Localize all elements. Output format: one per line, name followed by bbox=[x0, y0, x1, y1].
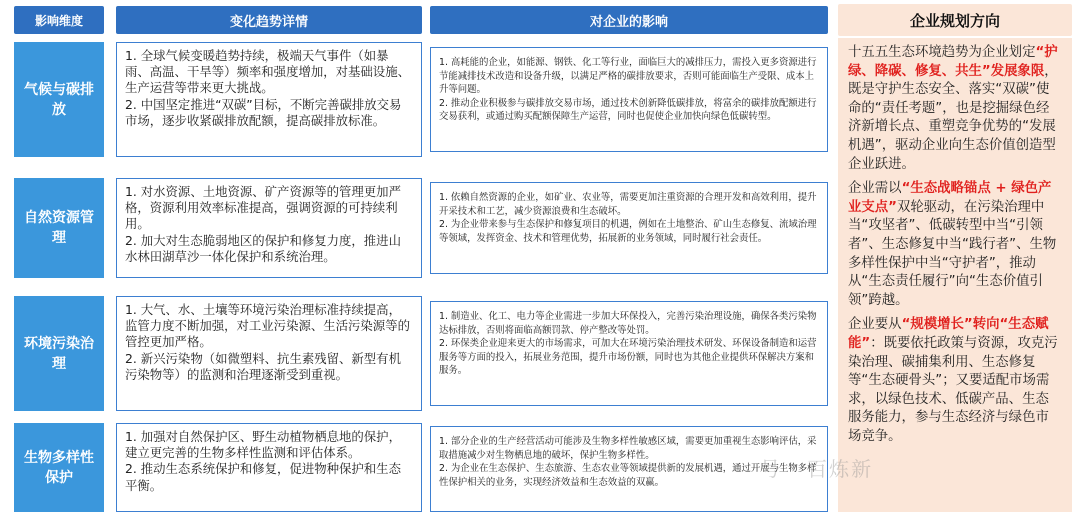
impact-pollution bbox=[430, 301, 828, 406]
plan-highlight: “护绿、降碳、修复、共生”发展象限 bbox=[848, 45, 1058, 79]
impact-climate bbox=[430, 47, 828, 152]
impact-item: 1. 高耗能的企业，如能源、钢铁、化工等行业，面临巨大的减排压力，需投入更多资源进行节能减排技术改造和设备升级，以满足严格的碳排放要求，否则可能面临生产受限、成本上升等问题。 bbox=[439, 57, 817, 96]
plan-paragraph bbox=[848, 44, 1062, 174]
watermark: 号 · 百炼新 bbox=[760, 457, 874, 481]
plan-highlight: “规模增长”转向“生态赋能” bbox=[848, 317, 1049, 351]
plan-text: 企业需以 bbox=[848, 181, 902, 197]
dimension-pollution: 环境污染治理 bbox=[14, 296, 104, 411]
plan-text: 双轮驱动，在污染治理中当“攻坚者”、低碳转型中当“引领者”、生态修复中当“践行者”、生物多样性保护中当“守护者”，推动从“生态责任履行”向“生态价值引领”跨越。 bbox=[848, 199, 1057, 308]
impact-item: 2. 环保类企业迎来更大的市场需求，可加大在环境污染治理技术研发、环保设备制造和运营服务等方面的投入，拓展业务范围，提升市场份额，同时也为其他企业提供环保解决方案和服务。 bbox=[439, 338, 817, 377]
dimension-climate: 气候与碳排放 bbox=[14, 42, 104, 157]
plan-paragraph bbox=[848, 316, 1062, 446]
header-dimension: 影响维度 bbox=[14, 6, 104, 34]
plan-highlight: “生态战略锚点 + 绿色产业支点” bbox=[848, 181, 1052, 215]
trend-climate bbox=[116, 42, 422, 157]
header-trend: 变化趋势详情 bbox=[116, 6, 422, 34]
trend-resources bbox=[116, 178, 422, 278]
header-plan: 企业规划方向 bbox=[838, 4, 1072, 36]
plan-text: ：既要依托政策与资源，攻克污染治理、碳捕集利用、生态修复等“生态硬骨头”；又要适配市场需求，以绿色技术、低碳产品、生态服务能力，参与生态经济与绿色市场竞争。 bbox=[848, 335, 1058, 444]
plan-text: 十五五生态环境趋势为企业划定 bbox=[848, 45, 1036, 60]
impact-resources bbox=[430, 182, 828, 274]
impact-item: 2. 推动企业积极参与碳排放交易市场，通过技术创新降低碳排放，将富余的碳排放配额进行交易获利，或通过购买配额保障生产运营，同时也促使企业加快向绿色低碳转型。 bbox=[439, 97, 817, 123]
plan-panel bbox=[838, 38, 1072, 512]
header-impact: 对企业的影响 bbox=[430, 6, 828, 34]
impact-item: 1. 部分企业的生产经营活动可能涉及生物多样性敏感区域，需要更加重视生态影响评估，采取措施减少对生物栖息地的破坏，保护生物多样性。 bbox=[439, 436, 817, 461]
dimension-resources: 自然资源管理 bbox=[14, 178, 104, 278]
trend-item: 1. 加强对自然保护区、野生动植物栖息地的保护，建立更完善的生物多样性监测和评估体系。 bbox=[125, 429, 401, 461]
plan-paragraph bbox=[848, 180, 1062, 310]
trend-item: 1. 大气、水、土壤等环境污染治理标准持续提高，监管力度不断加强，对工业污染源、生活污染源等的管控更加严格。 bbox=[125, 302, 410, 350]
trend-item: 1. 对水资源、土地资源、矿产资源等的管理更加严格，资源利用效率标准提高，强调资源的可持续利用。 bbox=[125, 184, 401, 232]
trend-item: 2. 中国坚定推进“双碳”目标，不断完善碳排放交易市场，逐步收紧碳排放配额，提高碳排放标准。 bbox=[125, 96, 402, 128]
plan-text: ，既是守护生态安全、落实“双碳”使命的“责任考题”，也是挖掘绿色经济新增长点、重塑竞争优势的“发展机遇”，驱动企业向生态价值创造型企业跃进。 bbox=[848, 63, 1058, 172]
trend-item: 2. 推动生态系统保护和修复，促进物种保护和生态平衡。 bbox=[125, 461, 401, 493]
impact-item: 1. 制造业、化工、电力等企业需进一步加大环保投入，完善污染治理设施，确保各类污染物达标排放，否则将面临高额罚款、停产整改等处罚。 bbox=[439, 311, 817, 336]
impact-item: 2. 为企业带来参与生态保护和修复项目的机遇，例如在土地整治、矿山生态修复、流域治理等领域，发挥资金、技术和管理优势，拓展新的业务领域，同时履行社会责任。 bbox=[439, 219, 817, 244]
trend-item: 2. 新兴污染物（如微塑料、抗生素残留、新型有机污染物等）的监测和治理逐渐受到重视。 bbox=[125, 350, 401, 382]
trend-pollution bbox=[116, 296, 422, 411]
trend-biodiversity bbox=[116, 423, 422, 512]
impact-item: 1. 依赖自然资源的企业，如矿业、农业等，需要更加注重资源的合理开发和高效利用，提升开采技术和工艺，减少资源浪费和生态破坏。 bbox=[439, 192, 817, 217]
trend-item: 2. 加大对生态脆弱地区的保护和修复力度，推进山水林田湖草沙一体化保护和系统治理。 bbox=[125, 232, 401, 264]
impact-item: 2. 为企业在生态保护、生态旅游、生态农业等领域提供新的发展机遇，通过开展与生物多样性保护相关的业务，实现经济效益和生态效益的双赢。 bbox=[439, 463, 817, 488]
plan-text: 企业要从 bbox=[848, 317, 902, 333]
dimension-biodiversity: 生物多样性保护 bbox=[14, 423, 104, 512]
trend-item: 1. 全球气候变暖趋势持续，极端天气事件（如暴雨、高温、干旱等）频率和强度增加，对基础设施、生产运营等带来更大挑战。 bbox=[125, 48, 410, 96]
